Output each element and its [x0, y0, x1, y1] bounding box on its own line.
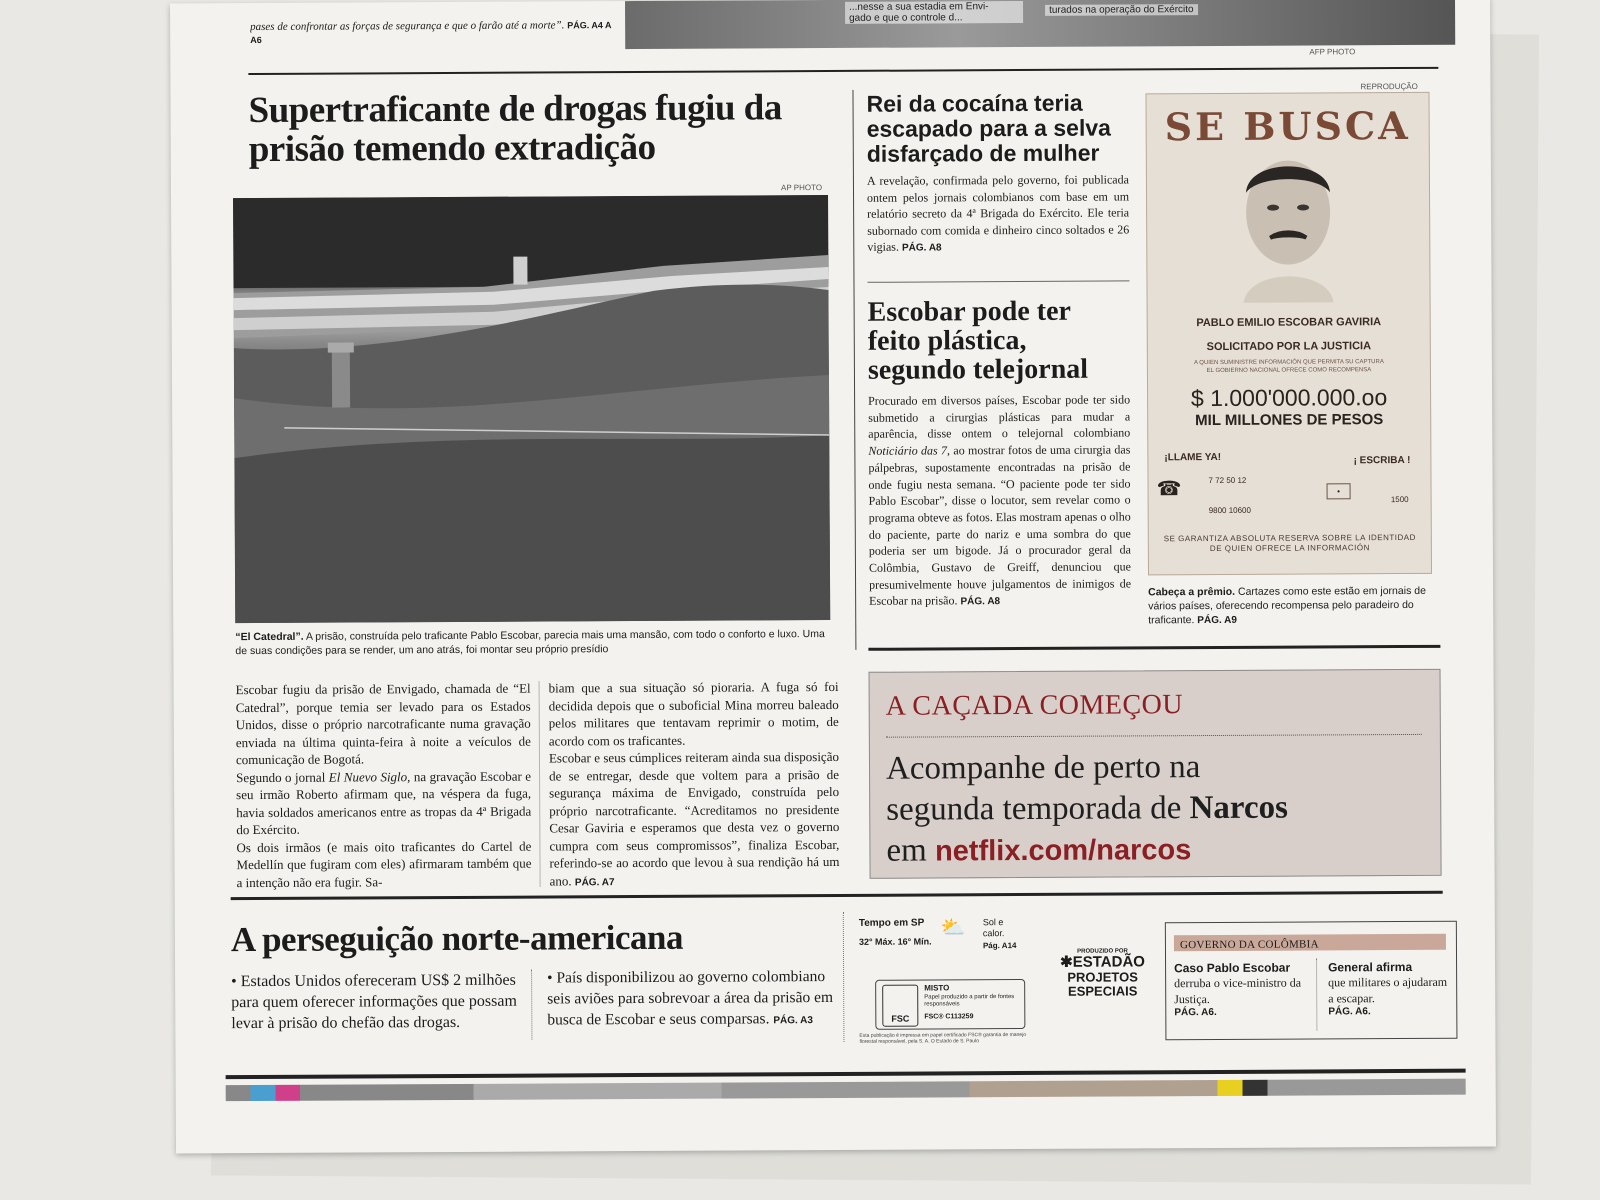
main-col2-p2: [549, 748, 840, 892]
print-color-bar: [226, 1079, 1466, 1101]
poster-caption-pag: PÁG. A9: [1197, 614, 1237, 627]
fsc-note: Esta publicação é impressa em papel certificado FSC® garantia de manejo florestal responsável, pela S. A. O Estado de S. Paulo: [859, 1031, 1026, 1045]
main-col2-p2-text: Escobar e seus cúmplices reiteram ainda sua disposição de se entregar, desde que voltem para a prisão de segurança máxima de Envigado, construída pelo próprio narcotraficante. “Acreditamos no presidente Cesar Gaviria e esperamos que desta vez o governo cumpra com seus compromissos”, finaliza Escobar, referindo-se ao acordo que levou à sua rendição há um ano.: [548, 748, 840, 888]
main-headline-block: [248, 88, 838, 169]
fsc-logo-text: FSC: [891, 1013, 910, 1024]
poster-phone-1: 7 72 50 12: [1208, 475, 1247, 486]
main-col1-p3: Os dois irmãos (e mais oito traficantes do Cartel de Medellín que fugiram com eles) afirmaram também que a intenção não era fugir. Sa-: [236, 838, 532, 890]
bottom-bullet-divider: [531, 970, 532, 1040]
gov-item-2: [1328, 960, 1450, 1018]
top-strip: [250, 0, 1430, 57]
weather-desc: Sol e calor.: [982, 917, 1005, 939]
poster-caption-text: Cartazes como este estão em jornais de vários países, oferecendo recompensa pelo paradeiro do traficante.: [1148, 584, 1426, 627]
escobar-portrait: [1218, 152, 1359, 303]
side-2-headline: Escobar pode ter feito plástica, segundo telejornal: [867, 295, 1089, 386]
ad-top-rule: [868, 645, 1440, 651]
top-teaser: [250, 1, 620, 51]
poster-credit: REPRODUÇÃO: [1360, 81, 1418, 92]
top-photo: [625, 0, 1455, 49]
bottom-bullet-1-text: Estados Unidos ofereceram US$ 2 milhões para quem oferecer informações que possam levar à prisão do chefão das drogas.: [231, 971, 517, 1033]
gov-item-1: [1174, 961, 1304, 1019]
weather-box: [858, 917, 1029, 951]
poster-title: SE BUSCA: [1164, 102, 1411, 150]
main-col1-p1: Escobar fugiu da prisão de Envigado, chamada de “El Catedral”, porque temia ser levado para os Estados Unidos, disse o próprio narcotraficante numa gravação enviada na última quinta-feira à noite a veículos de comunicação de Bogotá.: [235, 680, 531, 768]
bottom-bullet-1: [231, 970, 521, 1035]
fsc-misto: MISTO: [924, 983, 950, 993]
main-col1-p2: [236, 767, 531, 839]
gov-kicker: GOVERNO DA COLÔMBIA: [1179, 938, 1319, 952]
poster-llame: ¡LLAME YA!: [1164, 451, 1222, 464]
poster-fine-1: A QUIEN SUMINISTRE INFORMACIÓN QUE PERMITA SU CAPTURA: [1193, 359, 1384, 367]
main-caption-lead: “El Catedral”.: [235, 630, 304, 644]
side-2-body-wrap: [868, 391, 1131, 612]
section-divider: [852, 90, 856, 650]
poster-caption: [1148, 584, 1433, 628]
bottom-bullet-2-pag: PÁG. A3: [773, 1015, 813, 1027]
bottom-rule: [231, 891, 1443, 900]
wanted-poster: [1145, 92, 1432, 575]
bottom-bullet-2-text: País disponibilizou ao governo colombiano seis aviões para sobrevoar a área da prisão em busca de Escobar e seus comparsas.: [547, 968, 834, 1029]
fsc-text: Papel produzido a partir de fontes responsáveis: [924, 994, 1015, 1008]
sun-cloud-icon: ⛅: [940, 917, 966, 940]
color-bar-rule: [226, 1069, 1466, 1079]
ad-line-2: [886, 788, 1288, 831]
top-teaser-pag: PÁG. A4 A A6: [250, 20, 612, 46]
bottom-bullet-2: [547, 966, 837, 1033]
phone-icon: ☎: [1156, 478, 1182, 501]
poster-fine-2: EL GOBIERNO NACIONAL OFRECE COMO RECOMPENSA: [1206, 367, 1372, 375]
side-divider: [867, 280, 1129, 282]
weather-temps: 32° Máx. 16° Mín.: [858, 936, 932, 947]
gov-1-text: derruba o vice-ministro da Justiça.: [1174, 975, 1302, 1007]
mail-icon: •: [1327, 483, 1351, 499]
top-snippet-1: ...nesse a sua estadia em Envi-: [849, 1, 989, 13]
estadao-logo: [1055, 954, 1150, 970]
gov-1-title: Caso Pablo Escobar: [1174, 960, 1291, 976]
ad-line-2b: Narcos: [1189, 789, 1289, 827]
weather-pag: Pág. A14: [982, 941, 1017, 951]
estadao-text: ESTADÃO: [1072, 953, 1145, 971]
fsc-logo-icon: [882, 985, 918, 1027]
produced-by: PRODUZIDO POR: [1077, 948, 1128, 955]
bullet-2-dot: •: [547, 969, 553, 987]
ad-body: [886, 747, 1288, 873]
poster-subtitle: SOLICITADO POR LA JUSTICIA: [1206, 340, 1372, 354]
estadao-icon: ✱: [1060, 953, 1073, 971]
main-col1-p2-a: Segundo o jornal: [236, 769, 329, 785]
side-1-pag: PÁG. A8: [901, 242, 942, 254]
ad-line-1: Acompanhe de perto na: [885, 749, 1201, 787]
bullet-1-dot: •: [231, 973, 237, 991]
top-snippet-2: gado e que o controle d...: [849, 12, 963, 24]
main-photo-credit: AP PHOTO: [780, 183, 823, 193]
gov-box: [1165, 921, 1458, 1041]
main-caption-text: A prisão, construída pelo traficante Pablo Escobar, parecia mais uma mansão, com todo o conforto e luxo. Uma de suas condições para se render, um ano atrás, foi montar seu próprio presídio: [235, 628, 825, 658]
fsc-code: FSC® C113259: [924, 1013, 974, 1021]
top-teaser-text: pases de confrontar as forças de segurança e que o farão até a morte”.: [250, 19, 565, 34]
side-1-body: A revelação, confirmada pelo governo, foi publicada ontem pelos jornais colombianos com base em um relatório secreto da 4ª Brigada do Exército. Ele teria subornado com comida e dinheiro cinco soltados e 26 vigias.: [866, 172, 1130, 254]
side-1-headline: Rei da cocaína teria escapado para a selva disfarçado de mulher: [866, 89, 1111, 167]
poster-apartado: 1500: [1390, 494, 1409, 505]
gov-divider: [1316, 958, 1317, 1030]
poster-caption-lead: Cabeça a prêmio.: [1148, 585, 1236, 599]
main-photo-caption: [235, 627, 830, 658]
poster-escriba: ¡ ESCRIBA !: [1353, 454, 1411, 467]
gov-2-pag: PÁG. A6.: [1328, 1006, 1371, 1018]
side-2-pag: PÁG. A8: [960, 596, 1001, 608]
ad-kicker: A CAÇADA COMEÇOU: [885, 689, 1184, 722]
side-2-body-em: Noticiário das 7: [868, 443, 948, 458]
producer-block: [1055, 948, 1150, 998]
side-story-2: [868, 296, 1132, 612]
top-snippet-3: turados na operação do Exército: [1049, 4, 1194, 16]
poster-guarantee: SE GARANTIZA ABSOLUTA RESERVA SOBRE LA IDENTIDAD DE QUIEN OFRECE LA INFORMACIÓN: [1163, 532, 1416, 554]
poster-amount: $ 1.000'000.000.oo: [1190, 384, 1388, 412]
ad-line-3: [886, 829, 1288, 873]
newspaper-page: [170, 0, 1496, 1153]
ad-line-3a: em: [886, 832, 936, 869]
fsc-label: [875, 979, 1025, 1030]
poster-amount-words: MIL MILLONES DE PESOS: [1195, 411, 1384, 430]
ad-divider: [886, 734, 1422, 738]
bottom-headline: A perseguição norte-americana: [230, 917, 684, 960]
poster-phone-2: 9800 10600: [1208, 505, 1251, 516]
main-col2-p1: biam que a sua situação só pioraria. A fuga só foi decidida depois que o suboficial Mina morreu baleado pelos militares que tentavam reprimir o motim, de acordo com os traficantes.: [548, 678, 839, 748]
top-rule: [248, 67, 1438, 75]
main-body-col-2: [549, 678, 840, 892]
side-1-body-wrap: [867, 171, 1129, 257]
bottom-headline-block: [231, 918, 791, 959]
side-2-body-a: Procurado em diversos países, Escobar pode ter sido submetido a cirurgias plásticas para mudar a aparência, disse ontem o telejornal colombiano: [868, 392, 1131, 442]
main-col1-p2-em: El Nuevo Siglo: [328, 768, 408, 785]
column-divider: [539, 682, 541, 887]
weather-title: Tempo em SP: [858, 917, 925, 929]
weather-divider: [843, 912, 846, 1042]
gov-2-title: General afirma: [1328, 959, 1413, 975]
gov-1-pag: PÁG. A6.: [1174, 1006, 1217, 1019]
side-story-1: [866, 90, 1129, 257]
main-col2-pag: PÁG. A7: [574, 876, 615, 888]
main-col1-p2-b: , na gravação Escobar e seu irmão Roberto afirmam que, na véspera da fuga, havia soldados americanos entre as tropas da 4ª Brigada do Exército.: [236, 768, 532, 838]
netflix-ad[interactable]: [869, 669, 1442, 879]
gov-2-text: que militares o ajudaram a escapar.: [1328, 974, 1448, 1006]
top-photo-credit: AFP PHOTO: [1309, 47, 1356, 57]
prison-photo: [233, 195, 830, 623]
prison-illustration: [233, 195, 830, 623]
projetos-especiais: PROJETOS ESPECIAIS: [1067, 969, 1138, 999]
poster-name: PABLO EMILIO ESCOBAR GAVIRIA: [1196, 316, 1382, 330]
main-headline: Supertraficante de drogas fugiu da prisão temendo extradição: [248, 87, 782, 171]
ad-line-2a: segunda temporada de: [886, 790, 1190, 828]
main-body-col-1: [236, 680, 532, 892]
side-2-body-b: , ao mostrar fotos de uma cirurgia das pálpebras, supostamente encontradas na prisão de onde fugiu nesta semana. “O paciente pode ter sido Pablo Escobar”, disse o locutor, sem revelar como o programa obteve as fotos. Elas mostram apenas o olho do paciente, parte do nariz e uma sombra do que poderia ser um bigode. Já o procurador geral da Colômbia, Gustavo de Greiff, denunciou que presumivelmente houve julgamentos de inimigos de Escobar na prisão.: [868, 442, 1132, 609]
gov-band: [1174, 934, 1446, 951]
ad-netflix-link[interactable]: netflix.com/narcos: [934, 834, 1192, 868]
